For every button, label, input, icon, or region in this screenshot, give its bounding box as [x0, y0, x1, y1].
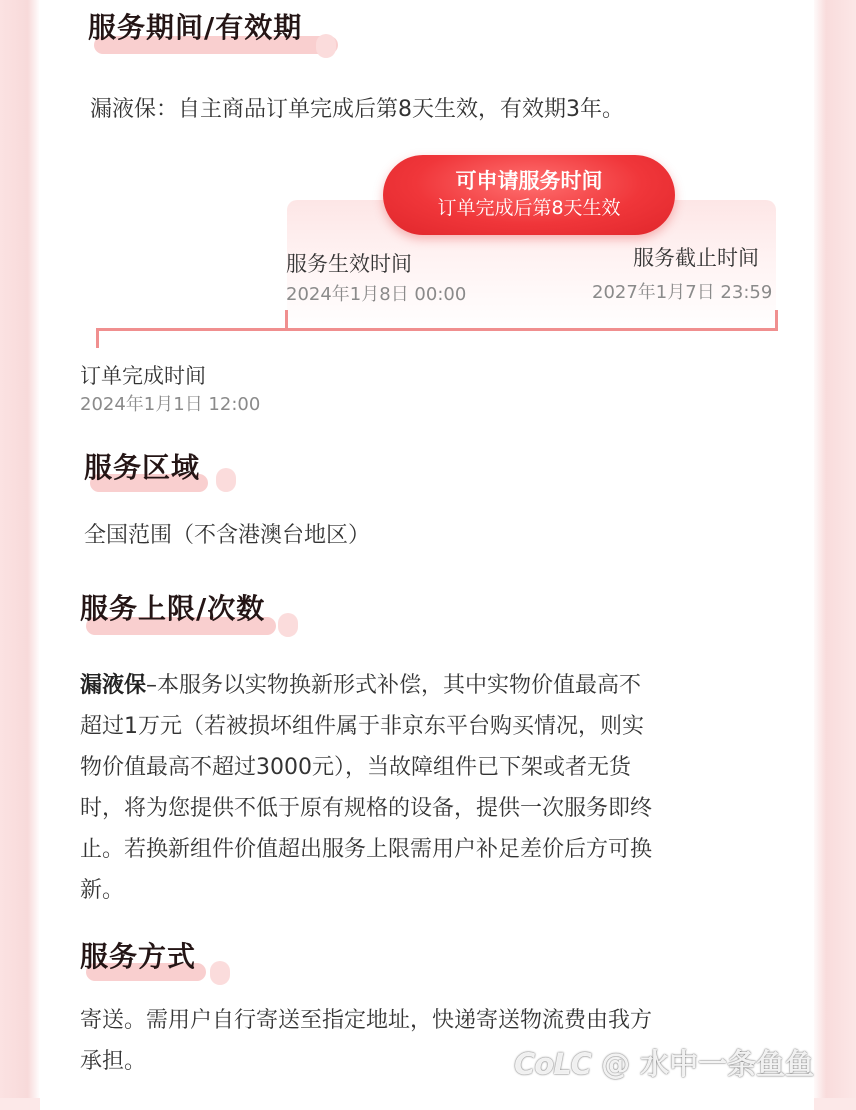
method-line-1: 寄送。需用户自行寄送至指定地址，快递寄送物流费由我方 [80, 1008, 653, 1033]
section-title-method [80, 935, 196, 975]
service-start-date: 2024年1月8日 00:00 [286, 284, 467, 305]
service-time-pill [383, 155, 675, 235]
section-title-text: 服务区域 [84, 451, 201, 484]
limit-line-3: 物价值最高不超过3000元），当故障组件已下架或者无货 [80, 755, 631, 780]
service-start-label: 服务生效时间 [286, 252, 412, 276]
timeline-tick-end [775, 310, 778, 330]
title-highlight-dot [210, 961, 230, 985]
section-title-text: 服务上限/次数 [80, 592, 266, 625]
timeline-axis [96, 328, 778, 331]
watermark-text: @ 水中一条鱼鱼 [601, 1047, 815, 1081]
title-highlight-dot [216, 468, 236, 492]
area-text: 全国范围（不含港澳台地区） [84, 523, 371, 548]
limit-line-2: 超过1万元（若被损坏组件属于非京东平台购买情况，则实 [80, 714, 644, 739]
limit-line-4: 时，将为您提供不低于原有规格的设备，提供一次服务即终 [80, 796, 653, 821]
watermark [514, 1042, 814, 1083]
section-title-text: 服务期间/有效期 [88, 11, 303, 44]
service-end-label: 服务截止时间 [633, 246, 759, 270]
limit-line-5: 止。若换新组件价值超出服务上限需用户补足差价后方可换 [80, 837, 653, 862]
timeline-tick-start [285, 310, 288, 330]
limit-line-1 [80, 665, 652, 706]
pill-title: 可申请服务时间 [455, 169, 603, 193]
service-end-date: 2027年1月7日 23:59 [592, 282, 773, 303]
limit-bold-prefix: 漏液保 [80, 673, 147, 698]
method-line-2: 承担。 [80, 1049, 147, 1074]
order-complete-date: 2024年1月1日 12:00 [80, 394, 261, 415]
limit-line-1-text: –本服务以实物换新形式补偿，其中实物价值最高不 [146, 673, 642, 698]
timeline-tick-order [96, 330, 99, 348]
limit-line-6: 新。 [80, 878, 125, 903]
limit-paragraph [80, 665, 652, 911]
pill-subtitle: 订单完成后第8天生效 [437, 197, 621, 219]
section-title-limit [80, 587, 265, 627]
section-title-area [84, 446, 200, 486]
order-complete-label: 订单完成时间 [80, 364, 206, 388]
section-title-text: 服务方式 [80, 940, 197, 973]
watermark-logo: CoLC [514, 1047, 591, 1081]
section-title-validity [88, 6, 302, 46]
title-highlight-dot [316, 34, 336, 58]
validity-text: 漏液保：自主商品订单完成后第8天生效，有效期3年。 [90, 97, 624, 122]
title-highlight-dot [278, 613, 298, 637]
